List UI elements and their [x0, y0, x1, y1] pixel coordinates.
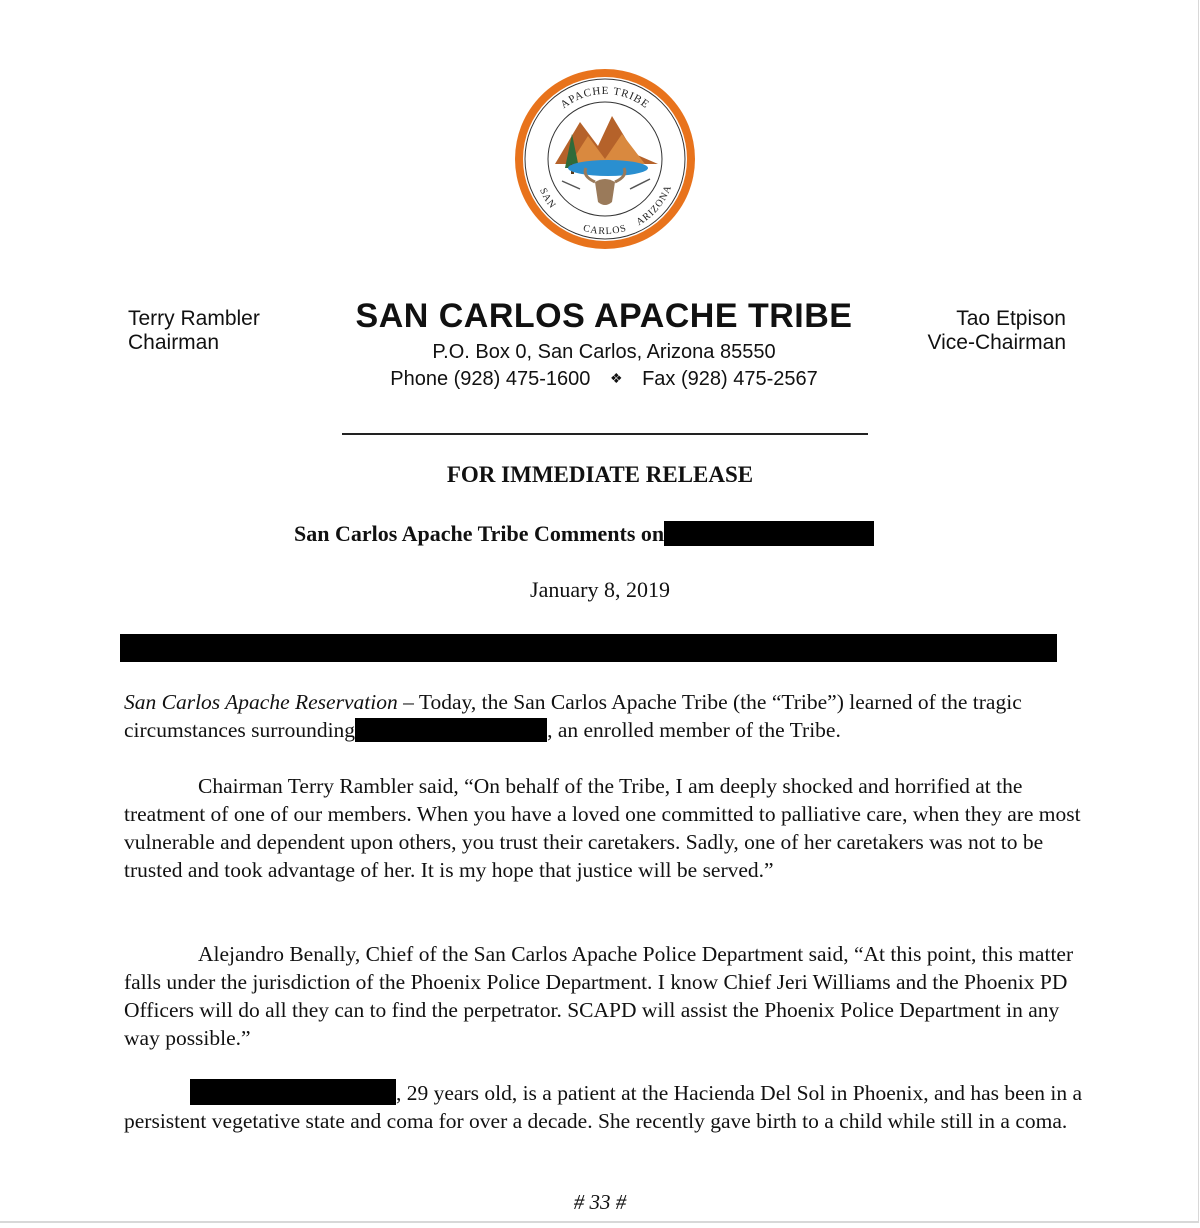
police-quote-text: Alejandro Benally, Chief of the San Carlos Apache Police Department said, “At this point, this matter falls under the jurisdiction of the Phoenix Police Department. I know Chief Jeri Williams and the Phoenix PD Officers will do all they can to find the perpetrator. SCAPD will assist the Phoenix Police Department in any way possible.”: [124, 942, 1074, 1050]
release-date: January 8, 2019: [530, 577, 670, 602]
redaction-bar: [190, 1079, 396, 1105]
chairman-title: Chairman: [128, 331, 220, 354]
mailing-address: P.O. Box 0, San Carlos, Arizona 85550: [432, 341, 776, 363]
phone-number: Phone (928) 475-1600: [390, 368, 591, 390]
paragraph-police-quote: [124, 940, 1084, 1052]
paragraph-intro: [124, 688, 1084, 744]
patient-text: , 29 years old, is a patient at the Hacienda Del Sol in Phoenix, and has been in a persistent vegetative state and coma for over a decade. She recently gave birth to a child while still in a coma.: [124, 1081, 1083, 1133]
subject-text: San Carlos Apache Tribe Comments on: [294, 521, 665, 546]
organization-name: SAN CARLOS APACHE TRIBE: [355, 297, 853, 335]
vice-chairman-title: Vice-Chairman: [927, 331, 1066, 354]
intro-text: Today, the San Carlos Apache Tribe (the “Tribe”) learned of the tragic circumstances surrounding: [124, 690, 1022, 742]
tribal-seal-icon: [510, 64, 700, 254]
seal-bottom-right-text: ARIZONA: [634, 183, 675, 228]
dateline-dash: –: [397, 690, 419, 714]
fax-number: Fax (928) 475-2567: [642, 368, 818, 390]
contact-line: [300, 368, 908, 391]
seal-bottom-text: CARLOS: [581, 222, 629, 238]
seal-top-text: APACHE TRIBE: [558, 84, 652, 112]
redaction-bar: [664, 521, 874, 546]
dateline-place: San Carlos Apache Reservation: [124, 690, 398, 714]
release-heading: FOR IMMEDIATE RELEASE: [446, 462, 754, 487]
redaction-bar: [355, 718, 547, 742]
seal-bottom-left-text: SAN: [537, 186, 559, 212]
letterhead-divider: [342, 433, 868, 435]
release-subject: [294, 521, 874, 547]
redaction-bar: [120, 634, 1057, 662]
intro-text-end: , an enrolled member of the Tribe.: [547, 718, 841, 742]
paragraph-patient: [124, 1079, 1084, 1135]
chairman-quote-text: Chairman Terry Rambler said, “On behalf of the Tribe, I am deeply shocked and horrified at the treatment of one of our members. When you have a loved one committed to palliative care, when they are most vulnerable and dependent upon others, you trust their caretakers. Sadly, one of her caretakers was not to be trusted and took advantage of her. It is my hope that justice will be served.”: [124, 774, 1081, 882]
separator-icon: ❖: [609, 370, 623, 386]
chairman-name: Terry Rambler: [128, 307, 260, 330]
vice-chairman-name: Tao Etpison: [956, 307, 1066, 330]
paragraph-chairman-quote: [124, 772, 1084, 884]
end-marker: # 33 #: [573, 1190, 627, 1214]
